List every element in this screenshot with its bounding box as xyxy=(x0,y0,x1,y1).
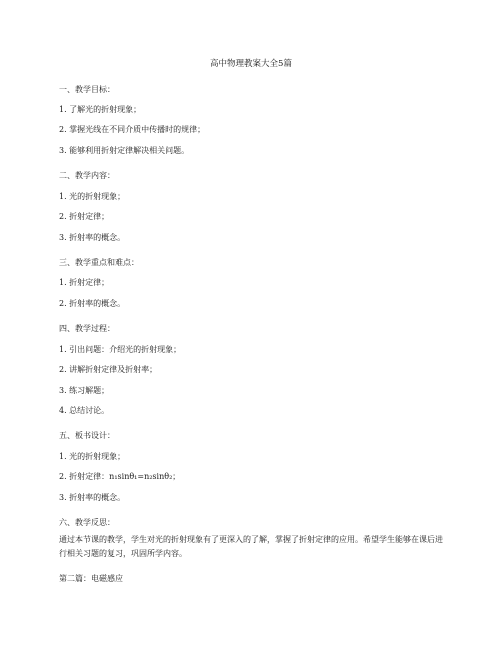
list-item: 2. 讲解折射定律及折射率； xyxy=(59,365,158,374)
heading-teaching-objectives: 一、教学目标： xyxy=(59,85,115,94)
list-item: 3. 练习解题； xyxy=(59,386,110,395)
list-item: 2. 折射率的概念。 xyxy=(59,299,126,308)
heading-teaching-content: 二、教学内容： xyxy=(59,171,115,180)
heading-board-design: 五、板书设计： xyxy=(59,431,115,440)
heading-teaching-process: 四、教学过程： xyxy=(59,324,115,333)
list-item: 4. 总结讨论。 xyxy=(59,406,110,415)
list-item: 1. 光的折射现象； xyxy=(59,192,126,201)
document-title: 高中物理教案大全5篇 xyxy=(210,59,292,69)
list-item: 3. 能够利用折射定律解决相关问题。 xyxy=(59,146,190,155)
list-item: 2. 掌握光线在不同介质中传播时的规律； xyxy=(59,125,206,134)
section-heading: 第二篇：电磁感应 xyxy=(59,574,123,583)
list-item: 3. 折射率的概念。 xyxy=(59,233,126,242)
list-item: 1. 了解光的折射现象； xyxy=(59,105,142,114)
list-item: 1. 折射定律； xyxy=(59,278,110,287)
list-item: 2. 折射定律； xyxy=(59,212,110,221)
list-item-formula: 2. 折射定律：n₁sinθ₁=n₂sinθ₂； xyxy=(59,472,181,481)
heading-key-points: 三、教学重点和难点： xyxy=(59,258,139,267)
list-item: 1. 引出问题：介绍光的折射现象； xyxy=(59,345,182,354)
reflection-paragraph: 通过本节课的教学，学生对光的折射现象有了更深入的了解，掌握了折射定律的应用。希望学生能够在课后进行相关习题的复习，巩固所学内容。 xyxy=(59,535,443,558)
list-item: 1. 光的折射现象； xyxy=(59,452,126,461)
heading-reflection: 六、教学反思： xyxy=(59,518,115,527)
list-item: 3. 折射率的概念。 xyxy=(59,493,126,502)
